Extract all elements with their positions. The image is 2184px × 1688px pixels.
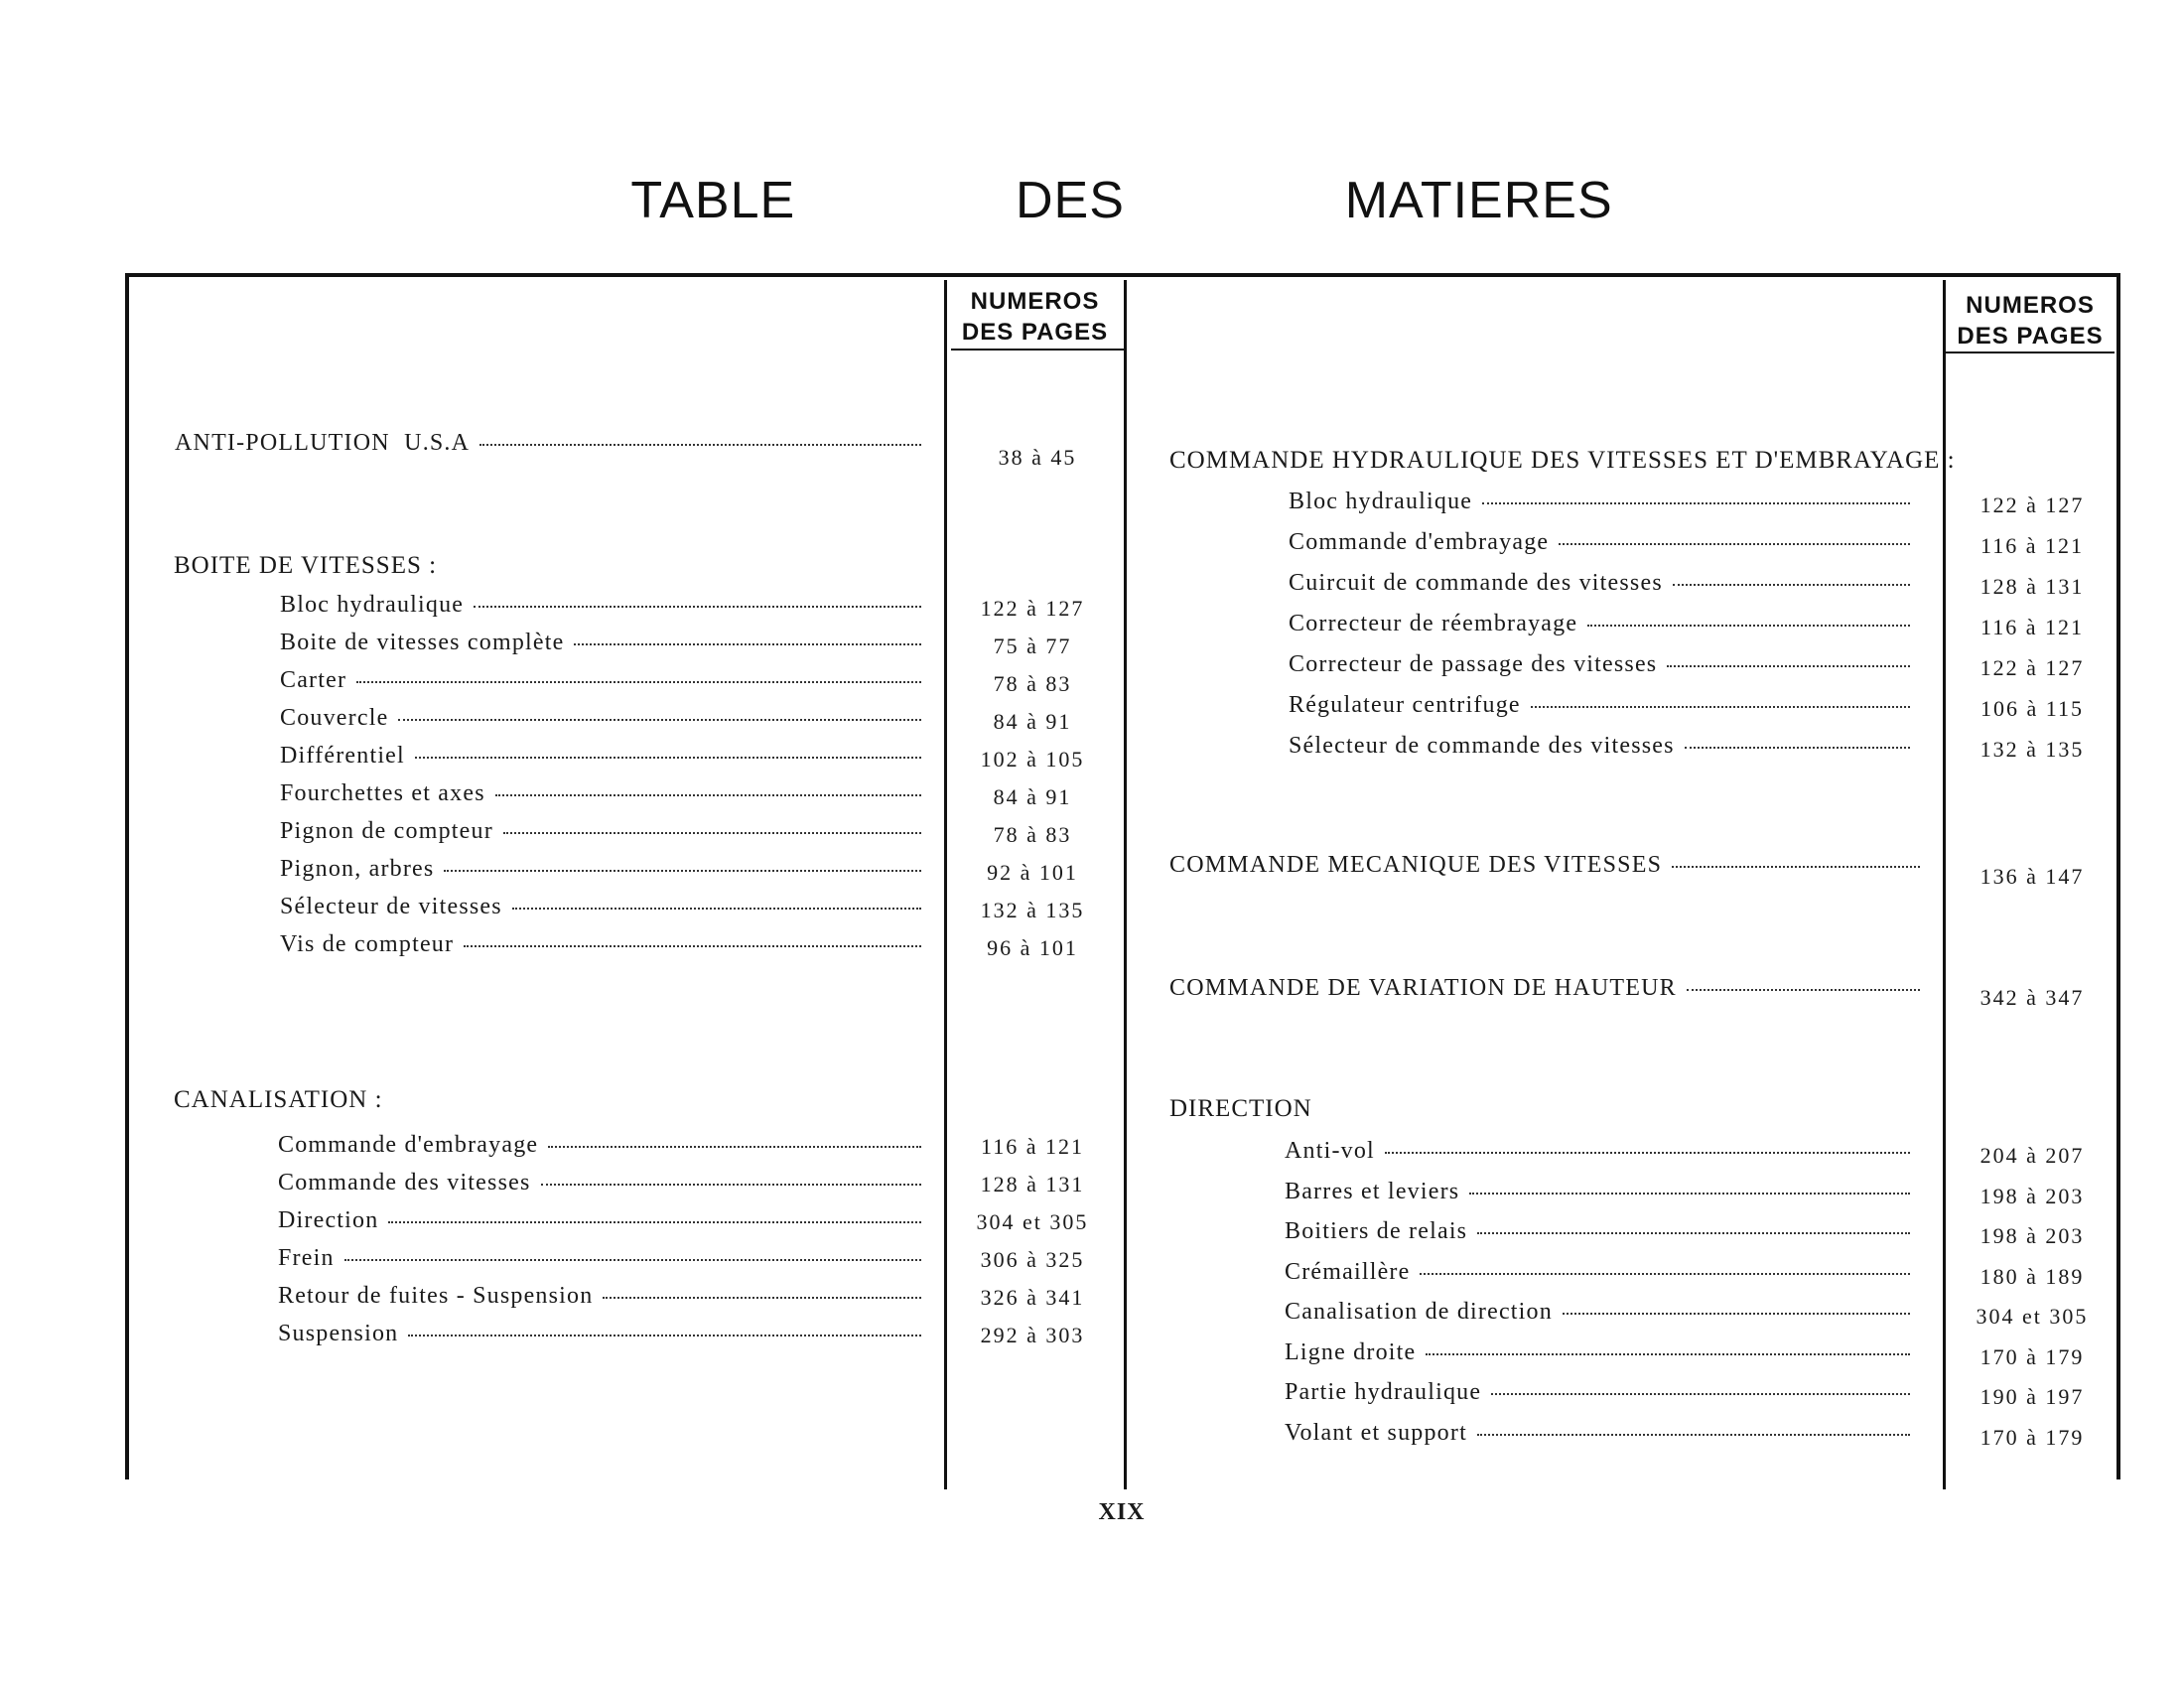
toc-entry[interactable]: [1285, 1420, 1910, 1447]
leader-dots: [1559, 543, 1910, 545]
toc-entry-pages: 132 à 135: [980, 898, 1085, 922]
leader-dots: [548, 1146, 921, 1148]
leader-dots: [1469, 1193, 1910, 1195]
toc-entry-label: Boite de vitesses complète: [280, 630, 565, 655]
toc-entry-pages: 116 à 121: [981, 1134, 1084, 1159]
toc-entry-label: Boitiers de relais: [1285, 1218, 1468, 1244]
left-pages-header-line2: DES PAGES: [961, 319, 1109, 346]
leader-dots: [1385, 1152, 1910, 1154]
toc-entry-pages: 38 à 45: [998, 445, 1077, 470]
toc-entry-label: Commande des vitesses: [278, 1170, 531, 1196]
leader-dots: [495, 794, 921, 796]
right-pages-header-line1: NUMEROS: [1966, 292, 2095, 319]
right-pages-header-line2: DES PAGES: [1957, 323, 2104, 350]
toc-entry-pages: 204 à 207: [1979, 1143, 2085, 1168]
leader-dots: [464, 945, 921, 947]
toc-entry[interactable]: [280, 931, 921, 958]
leader-dots: [1687, 989, 1920, 991]
left-pages-header: [948, 286, 1122, 348]
leader-dots: [474, 606, 921, 608]
toc-entry-label: Pignon, arbres: [280, 856, 435, 882]
toc-entry[interactable]: [1289, 733, 1910, 760]
toc-entry-pages: 128 à 131: [980, 1172, 1085, 1196]
toc-entry[interactable]: [280, 630, 921, 656]
leader-dots: [398, 719, 921, 721]
leader-dots: [1420, 1273, 1910, 1275]
toc-entry[interactable]: [1285, 1259, 1910, 1286]
left-page-column-divider-left: [944, 280, 947, 1489]
toc-entry[interactable]: [1285, 1379, 1910, 1406]
leader-dots: [574, 643, 921, 645]
toc-entry[interactable]: [278, 1245, 921, 1272]
leader-dots: [541, 1184, 921, 1186]
leader-dots: [1477, 1434, 1910, 1436]
toc-entry-label: Sélecteur de vitesses: [280, 894, 502, 919]
toc-entry-pages: 116 à 121: [1980, 615, 2084, 639]
leader-dots: [1673, 584, 1910, 586]
toc-entry-label: Partie hydraulique: [1285, 1379, 1482, 1405]
toc-entry-label: COMMANDE MECANIQUE DES VITESSES: [1169, 852, 1663, 878]
toc-entry-label: COMMANDE DE VARIATION DE HAUTEUR: [1169, 975, 1677, 1001]
toc-entry-label: Fourchettes et axes: [280, 780, 485, 806]
right-header-rule: [1946, 352, 2115, 353]
toc-entry[interactable]: [278, 1170, 921, 1196]
toc-entry[interactable]: [1289, 611, 1910, 637]
toc-entry[interactable]: [278, 1132, 921, 1159]
toc-entry-label: Couvercle: [280, 705, 389, 731]
toc-entry-pages: 292 à 303: [980, 1323, 1085, 1347]
toc-entry[interactable]: [1289, 692, 1910, 719]
leader-dots: [1531, 706, 1910, 708]
toc-entry-pages: 136 à 147: [1979, 864, 2085, 889]
toc-entry-pages: 326 à 341: [980, 1285, 1085, 1310]
toc-entry[interactable]: [280, 818, 921, 845]
leader-dots: [603, 1297, 921, 1299]
toc-entry-label: Crémaillère: [1285, 1258, 1411, 1285]
leader-dots: [1587, 625, 1910, 627]
page-folio: XIX: [1098, 1499, 1146, 1525]
toc-entry-label: Régulateur centrifuge: [1289, 692, 1521, 718]
left-page-column-divider-right: [1124, 280, 1127, 1489]
toc-entry-pages: 84 à 91: [993, 784, 1072, 809]
toc-entry[interactable]: [1285, 1299, 1910, 1326]
page-title: TABLE DES MATIERES: [630, 172, 1613, 229]
toc-entry[interactable]: [1289, 489, 1910, 515]
leader-dots: [1685, 747, 1910, 749]
leader-dots: [356, 681, 921, 683]
toc-entry-pages: 170 à 179: [1979, 1343, 2085, 1369]
toc-entry[interactable]: [280, 667, 921, 694]
leader-dots: [1563, 1313, 1910, 1315]
toc-entry-label: ANTI-POLLUTION U.S.A: [175, 430, 471, 456]
left-header-rule: [951, 349, 1125, 351]
toc-entry-pages: 180 à 189: [1979, 1263, 2085, 1289]
toc-entry[interactable]: [1285, 1179, 1910, 1205]
leader-dots: [444, 870, 921, 872]
toc-entry[interactable]: [1285, 1218, 1910, 1245]
section-title-hydraulique: COMMANDE HYDRAULIQUE DES VITESSES ET D'EMBRAYAGE :: [1169, 447, 1956, 474]
toc-entry-label: Direction: [278, 1207, 379, 1233]
toc-entry[interactable]: [1285, 1339, 1910, 1366]
toc-entry-label: Différentiel: [280, 743, 405, 769]
toc-entry-label: Correcteur de réembrayage: [1289, 611, 1578, 636]
toc-entry-label: Bloc hydraulique: [1289, 489, 1473, 514]
toc-entry-label: Canalisation de direction: [1285, 1299, 1553, 1325]
toc-entry[interactable]: [278, 1283, 921, 1310]
section-title-boite: BOITE DE VITESSES :: [174, 552, 438, 579]
toc-entry-label: Frein: [278, 1245, 335, 1271]
toc-entry-label: Suspension: [278, 1321, 399, 1346]
toc-entry-label: Cuircuit de commande des vitesses: [1289, 570, 1663, 596]
toc-entry[interactable]: [278, 1207, 921, 1234]
toc-entry-label: Vis de compteur: [280, 931, 455, 957]
toc-entry[interactable]: [278, 1321, 921, 1347]
toc-entry-label: Carter: [280, 667, 347, 693]
toc-entry-label: Commande d'embrayage: [1289, 529, 1550, 555]
toc-entry-pages: 75 à 77: [993, 633, 1072, 658]
toc-entry-label: Bloc hydraulique: [280, 592, 465, 618]
leader-dots: [479, 444, 921, 446]
toc-entry-label: Sélecteur de commande des vitesses: [1289, 733, 1675, 759]
leader-dots: [1482, 502, 1910, 504]
toc-entry[interactable]: [280, 780, 921, 807]
leader-dots: [512, 908, 921, 910]
toc-entry-pages: 106 à 115: [1980, 696, 2084, 721]
toc-entry-pages: 128 à 131: [1979, 574, 2085, 599]
toc-entry-pages: 190 à 197: [1979, 1384, 2085, 1409]
toc-entry[interactable]: [280, 894, 921, 920]
toc-entry-pages: 78 à 83: [993, 671, 1072, 696]
toc-entry-pages: 304 et 305: [976, 1209, 1089, 1234]
leader-dots: [1426, 1353, 1910, 1355]
leader-dots: [503, 832, 921, 834]
toc-entry-mecanique[interactable]: [1169, 852, 1920, 879]
leader-dots: [408, 1335, 921, 1336]
toc-entry-anti-pollution[interactable]: [175, 430, 921, 457]
toc-entry-pages: 122 à 127: [980, 596, 1085, 621]
toc-entry-pages: 170 à 179: [1979, 1424, 2085, 1450]
toc-entry-pages: 122 à 127: [1979, 655, 2085, 680]
toc-entry-label: Retour de fuites - Suspension: [278, 1283, 594, 1309]
leader-dots: [388, 1221, 921, 1223]
toc-entry-pages: 198 à 203: [1979, 1183, 2085, 1208]
section-title-direction: DIRECTION: [1169, 1095, 1312, 1122]
toc-entry[interactable]: [1285, 1138, 1910, 1165]
toc-entry[interactable]: [280, 856, 921, 883]
toc-entry-pages: 132 à 135: [1979, 737, 2085, 762]
toc-entry-pages: 92 à 101: [987, 860, 1078, 885]
toc-entry[interactable]: [280, 592, 921, 619]
toc-entry-pages: 304 et 305: [1976, 1304, 2089, 1329]
toc-entry-label: Anti-vol: [1285, 1138, 1375, 1164]
toc-entry-pages: 78 à 83: [993, 822, 1072, 847]
toc-entry-pages: 84 à 91: [993, 709, 1072, 734]
section-title-canalisation: CANALISATION :: [174, 1086, 383, 1113]
leader-dots: [1672, 866, 1920, 868]
toc-entry-label: Correcteur de passage des vitesses: [1289, 651, 1658, 677]
toc-entry-pages: 122 à 127: [1979, 492, 2085, 517]
toc-entry-label: Barres et leviers: [1285, 1178, 1460, 1204]
leader-dots: [415, 757, 921, 759]
toc-entry[interactable]: [280, 705, 921, 732]
toc-entry[interactable]: [280, 743, 921, 770]
toc-entry-pages: 306 à 325: [980, 1247, 1085, 1272]
toc-entry[interactable]: [1289, 570, 1910, 597]
leader-dots: [1667, 665, 1910, 667]
toc-entry[interactable]: [1289, 651, 1910, 678]
toc-entry-pages: 198 à 203: [1979, 1223, 2085, 1248]
leader-dots: [1477, 1232, 1910, 1234]
toc-entry-label: Ligne droite: [1285, 1338, 1417, 1365]
right-pages-header: [1946, 290, 2115, 352]
toc-entry[interactable]: [1289, 529, 1910, 556]
toc-entry-label: Pignon de compteur: [280, 818, 493, 844]
toc-entry-pages: 102 à 105: [980, 747, 1085, 772]
leader-dots: [344, 1259, 921, 1261]
toc-entry-pages: 96 à 101: [987, 935, 1078, 960]
toc-entry-hauteur[interactable]: [1169, 975, 1920, 1002]
left-pages-header-line1: NUMEROS: [970, 288, 1100, 315]
toc-entry-pages: 116 à 121: [1980, 533, 2084, 558]
leader-dots: [1491, 1393, 1910, 1395]
toc-entry-pages: 342 à 347: [1979, 985, 2085, 1010]
toc-entry-label: Commande d'embrayage: [278, 1132, 539, 1158]
toc-entry-label: Volant et support: [1285, 1419, 1467, 1446]
